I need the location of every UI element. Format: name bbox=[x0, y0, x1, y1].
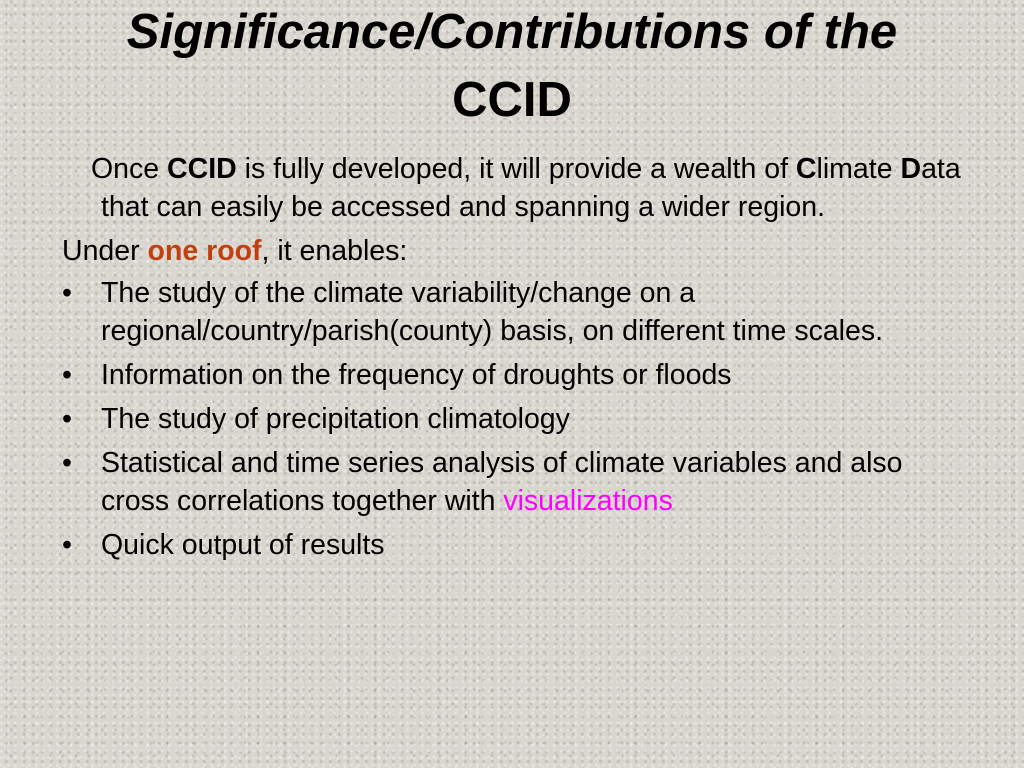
one-roof-highlight: one roof bbox=[147, 235, 262, 267]
bullet-item-4 bbox=[62, 444, 962, 520]
bullet-list bbox=[62, 274, 962, 564]
under-one-roof-line bbox=[62, 232, 962, 270]
data-initial-letter: D bbox=[900, 153, 922, 185]
intro-text-2: is fully developed, it will provide a wealth of bbox=[236, 153, 796, 185]
visualizations-highlight: visualizations bbox=[503, 485, 673, 517]
bullet-item-3 bbox=[62, 400, 962, 438]
intro-text-3: limate bbox=[816, 153, 901, 185]
climate-initial-letter: C bbox=[795, 153, 817, 185]
ccid-acronym: CCID bbox=[167, 153, 237, 185]
under-text-2: , it enables: bbox=[261, 235, 408, 267]
bullet-item-5 bbox=[62, 526, 962, 564]
bullet-text-3: The study of precipitation climatology bbox=[101, 403, 570, 435]
bullet-text-4: Statistical and time series analysis of climate variables and also cross correlations together with bbox=[101, 447, 903, 517]
intro-paragraph bbox=[62, 150, 962, 226]
bullet-icon: • bbox=[62, 403, 72, 435]
bullet-text-5: Quick output of results bbox=[101, 529, 385, 561]
under-text-1: Under bbox=[62, 235, 148, 267]
bullet-text-1: The study of the climate variability/change on a regional/country/parish(county) basis, on different time scales. bbox=[101, 277, 884, 347]
bullet-icon: • bbox=[62, 447, 72, 479]
slide-body bbox=[62, 150, 962, 570]
intro-text-1: Once bbox=[91, 153, 168, 185]
bullet-text-2: Information on the frequency of droughts or floods bbox=[101, 359, 732, 391]
intro-text-4: ata that can easily be accessed and spanning a wider region. bbox=[101, 153, 961, 223]
bullet-item-1 bbox=[62, 274, 962, 350]
bullet-icon: • bbox=[62, 529, 72, 561]
slide-title-line-1: Significance/Contributions of the bbox=[126, 5, 898, 59]
bullet-icon: • bbox=[62, 277, 72, 309]
bullet-item-2 bbox=[62, 356, 962, 394]
bullet-icon: • bbox=[62, 359, 72, 391]
slide-title-line-2: CCID bbox=[452, 73, 572, 127]
